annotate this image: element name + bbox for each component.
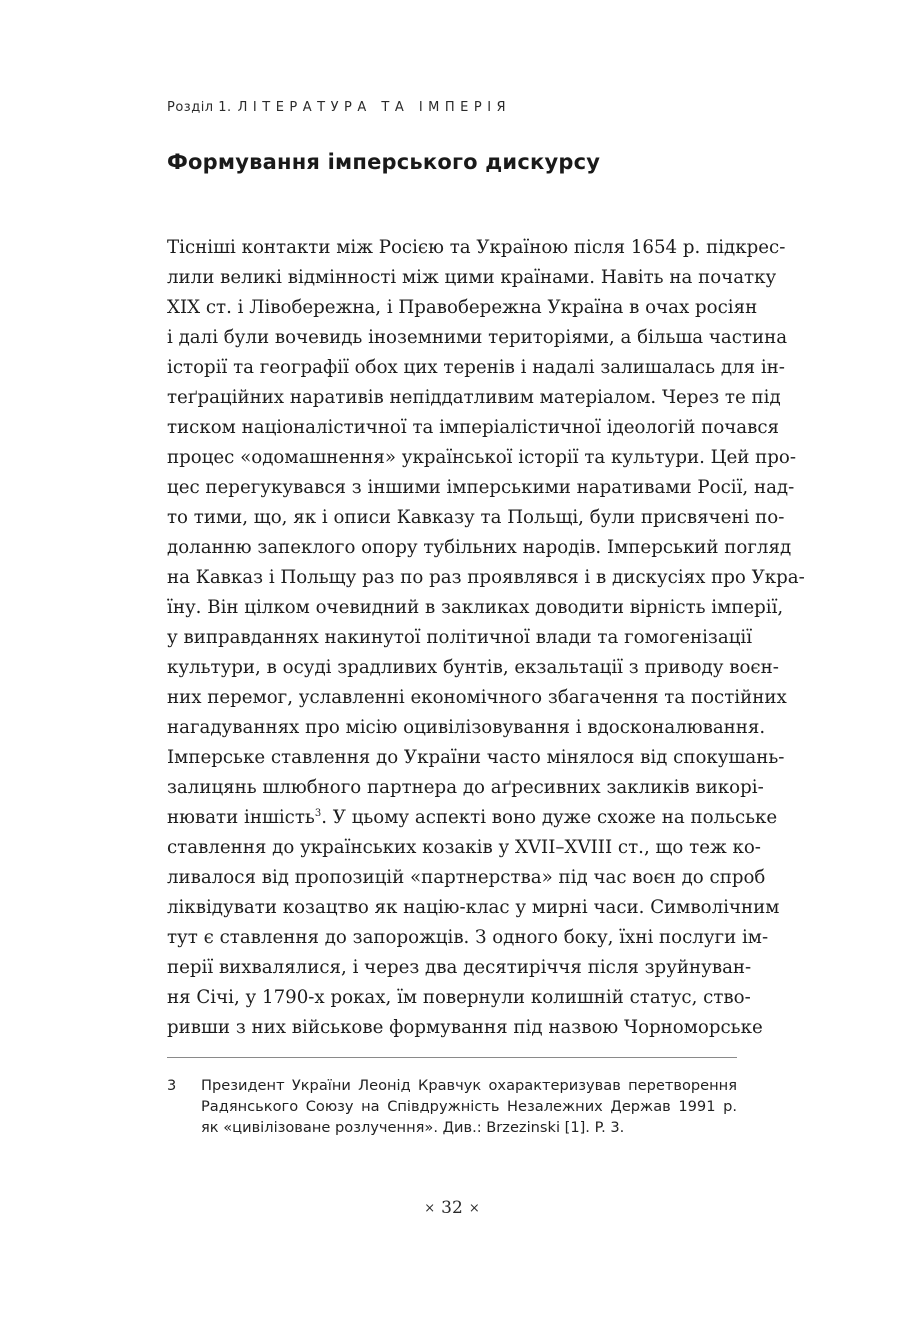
body-line: тут є ставлення до запорожців. З одного боку, їхні послуги ім- [167,927,769,948]
running-head [167,100,511,115]
body-line: тиском націоналістичної та імперіалістичної ідеологій почався [167,417,780,438]
ornament-left: × [424,1201,436,1216]
body-line: культури, в осуді зрадливих бунтів, екзальтації з приводу воєн- [167,657,779,678]
body-line: XIX ст. і Лівобережна, і Правобережна Україна в очах росіян [167,297,758,318]
chapter-title: ЛІТЕРАТУРА ТА ІМПЕРІЯ [237,100,512,115]
body-line: ставлення до українських козаків у XVII–XVIII ст., що теж ко- [167,837,761,858]
body-line: на Кавказ і Польщу раз по раз проявлявся і в дискусіях про Укра- [167,567,805,588]
body-line: ня Січі, у 1790-х роках, їм повернули колишній статус, ство- [167,987,751,1008]
footnote-line: Радянського Союзу на Співдружність Незалежних Держав 1991 р. [201,1098,737,1115]
ornament-right: × [468,1201,480,1216]
page-number: 32 [441,1198,463,1218]
body-line: Імперське ставлення до України часто мінялося від спокушань- [167,747,785,768]
body-line: їну. Він цілком очевидний в закликах доводити вірність імперії, [167,597,784,618]
body-line-part: . У цьому аспекті воно дуже схоже на польське [321,807,778,828]
body-line: Тісніші контакти між Росією та Україною після 1654 р. підкрес- [167,237,786,258]
footnote-line: Президент України Леонід Кравчук охарактеризував перетворення [201,1077,737,1094]
body-line: лили великі відмінності між цими країнами. Навіть на початку [167,267,777,288]
body-line: у виправданнях накинутої політичної влади та гомогенізації [167,627,753,648]
body-line: нагадуваннях про місію оцивілізовування і вдосконалювання. [167,717,766,738]
body-line: і далі були вочевидь іноземними територіями, а більша частина [167,327,788,348]
body-line-with-footnote-ref [167,803,778,833]
body-line: ліквідувати козацтво як націю-клас у мирні часи. Символічним [167,897,780,918]
body-line: теґраційних наративів непіддатливим матеріалом. Через те під [167,387,781,408]
page-number-footer [0,1198,904,1218]
body-line: історії та географії обох цих теренів і надалі залишалась для ін- [167,357,785,378]
footnote-separator [167,1057,737,1058]
body-line: залицянь шлюбного партнера до аґресивних закликів викорі- [167,777,764,798]
footnote-number: 3 [167,1077,177,1094]
body-line: ливалося від пропозицій «партнерства» під час воєн до спроб [167,867,766,888]
footnote-line: як «цивілізоване розлучення». Див.: Brzezinski [1]. P. 3. [201,1119,625,1136]
body-line: ривши з них військове формування під назвою Чорноморське [167,1017,763,1038]
body-text [167,233,805,1043]
body-line-part: сть [284,807,315,828]
section-title: Формування імперського дискурсу [167,150,601,174]
body-line: процес «одомашнення» української історії та культури. Цей про- [167,447,797,468]
chapter-label: Розділ 1. [167,100,232,115]
footnote-text [201,1075,737,1138]
body-line: них перемог, уславленні економічного збагачення та постійних [167,687,787,708]
footnote-reference[interactable]: 3 [314,807,322,819]
body-line: перії вихвалялися, і через два десятиріччя після зруйнуван- [167,957,752,978]
body-line: то тими, що, як і описи Кавказу та Польщі, були присвячені по- [167,507,785,528]
body-line: цес перегукувався з іншими імперськими наративами Росії, над- [167,477,795,498]
body-line: доланню запеклого опору тубільних народів. Імперський погляд [167,537,792,558]
body-line-part: нювати інші [167,807,285,828]
